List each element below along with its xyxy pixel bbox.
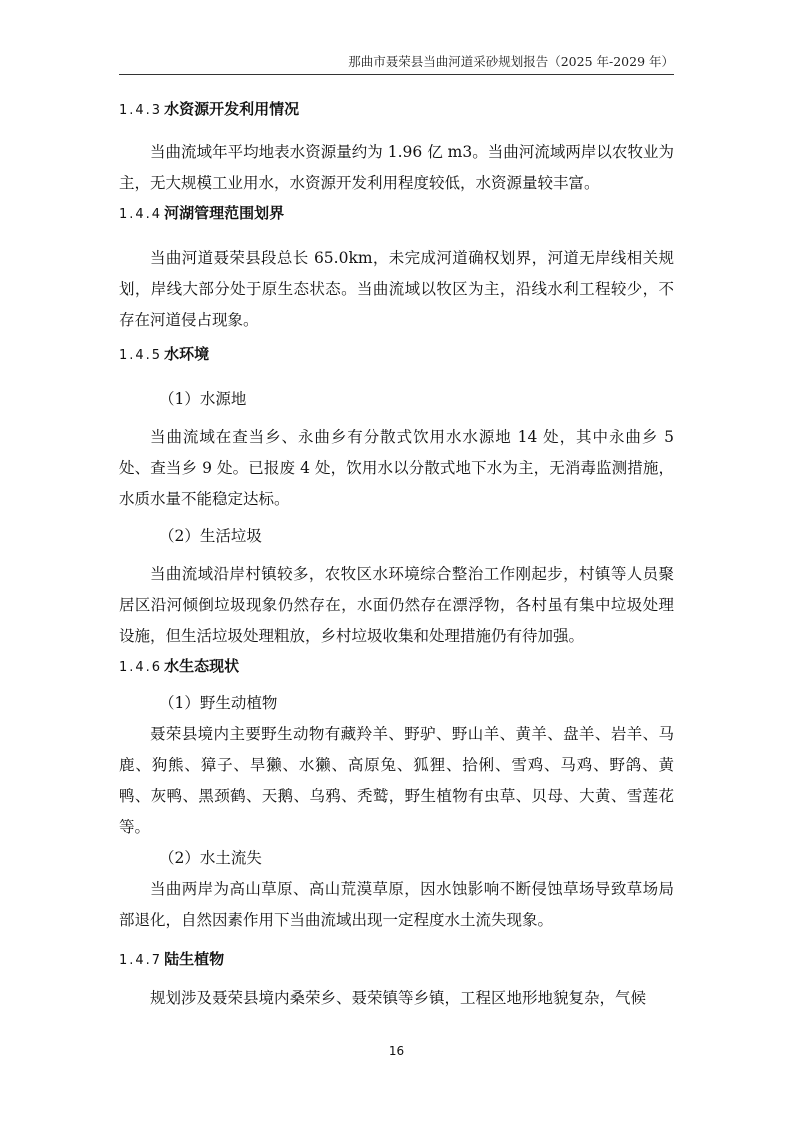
- section-heading-1-4-6: [119, 653, 674, 680]
- section-title: 水生态现状: [164, 657, 240, 675]
- paragraph: 当曲流域沿岸村镇较多，农牧区水环境综合整治工作刚起步，村镇等人员聚居区沿河倾倒垃圾现象仍然存在，水面仍然存在漂浮物，各村虽有集中垃圾处理设施，但生活垃圾处理粗放，乡村垃圾收集和处理措施仍有待加强。: [119, 565, 674, 645]
- subsection-label: （1）水源地: [159, 390, 247, 408]
- subsection-label: （1）野生动植物: [159, 694, 278, 712]
- subsection-label: （2）水土流失: [159, 849, 262, 867]
- section-heading-1-4-3: [119, 96, 674, 123]
- running-header: 那曲市聂荣县当曲河道采砂规划报告（2025 年-2029 年）: [348, 54, 674, 69]
- paragraph: 当曲两岸为高山草原、高山荒漠草原，因水蚀影响不断侵蚀草场导致草场局部退化，自然因素作用下当曲流域出现一定程度水土流失现象。: [119, 880, 674, 929]
- paragraph: 当曲流域在查当乡、永曲乡有分散式饮用水水源地 14 处，其中永曲乡 5 处、查当乡 9 处。已报废 4 处，饮用水以分散式地下水为主，无消毒监测措施，水质水量不能稳定达标。: [119, 428, 674, 508]
- section-number: 1.4.3: [119, 103, 163, 118]
- section-number: 1.4.7: [119, 953, 163, 968]
- paragraph: 当曲河道聂荣县段总长 65.0km，未完成河道确权划界，河道无岸线相关规划，岸线大部分处于原生态状态。当曲流域以牧区为主，沿线水利工程较少，不存在河道侵占现象。: [119, 249, 674, 329]
- section-number: 1.4.5: [119, 348, 163, 363]
- section-title: 水环境: [164, 345, 210, 363]
- paragraph: 当曲流域年平均地表水资源量约为 1.96 亿 m3。当曲河流域两岸以农牧业为主，无大规模工业用水，水资源开发利用程度较低，水资源量较丰富。: [119, 143, 674, 192]
- subsection-label: （2）生活垃圾: [159, 527, 262, 545]
- section-title: 水资源开发利用情况: [164, 100, 300, 118]
- section-title: 河湖管理范围划界: [164, 204, 285, 222]
- section-heading-1-4-7: [119, 946, 674, 973]
- section-number: 1.4.6: [119, 660, 163, 675]
- header-divider: [119, 74, 674, 75]
- document-body: [119, 96, 674, 1014]
- paragraph: 聂荣县境内主要野生动物有藏羚羊、野驴、野山羊、黄羊、盘羊、岩羊、马鹿、狗熊、獐子、旱獭、水獭、高原兔、狐狸、拾俐、雪鸡、马鸡、野鸽、黄鸭、灰鸭、黑颈鹤、天鹅、乌鸦、秃鹫，野生植物有虫草、贝母、大黄、雪莲花等。: [119, 725, 674, 836]
- paragraph: 规划涉及聂荣县境内桑荣乡、聂荣镇等乡镇，工程区地形地貌复杂，气候: [150, 989, 647, 1007]
- section-number: 1.4.4: [119, 207, 163, 222]
- section-title: 陆生植物: [164, 950, 225, 968]
- section-heading-1-4-5: [119, 341, 674, 368]
- page-number: 16: [388, 1044, 405, 1058]
- section-heading-1-4-4: [119, 200, 674, 227]
